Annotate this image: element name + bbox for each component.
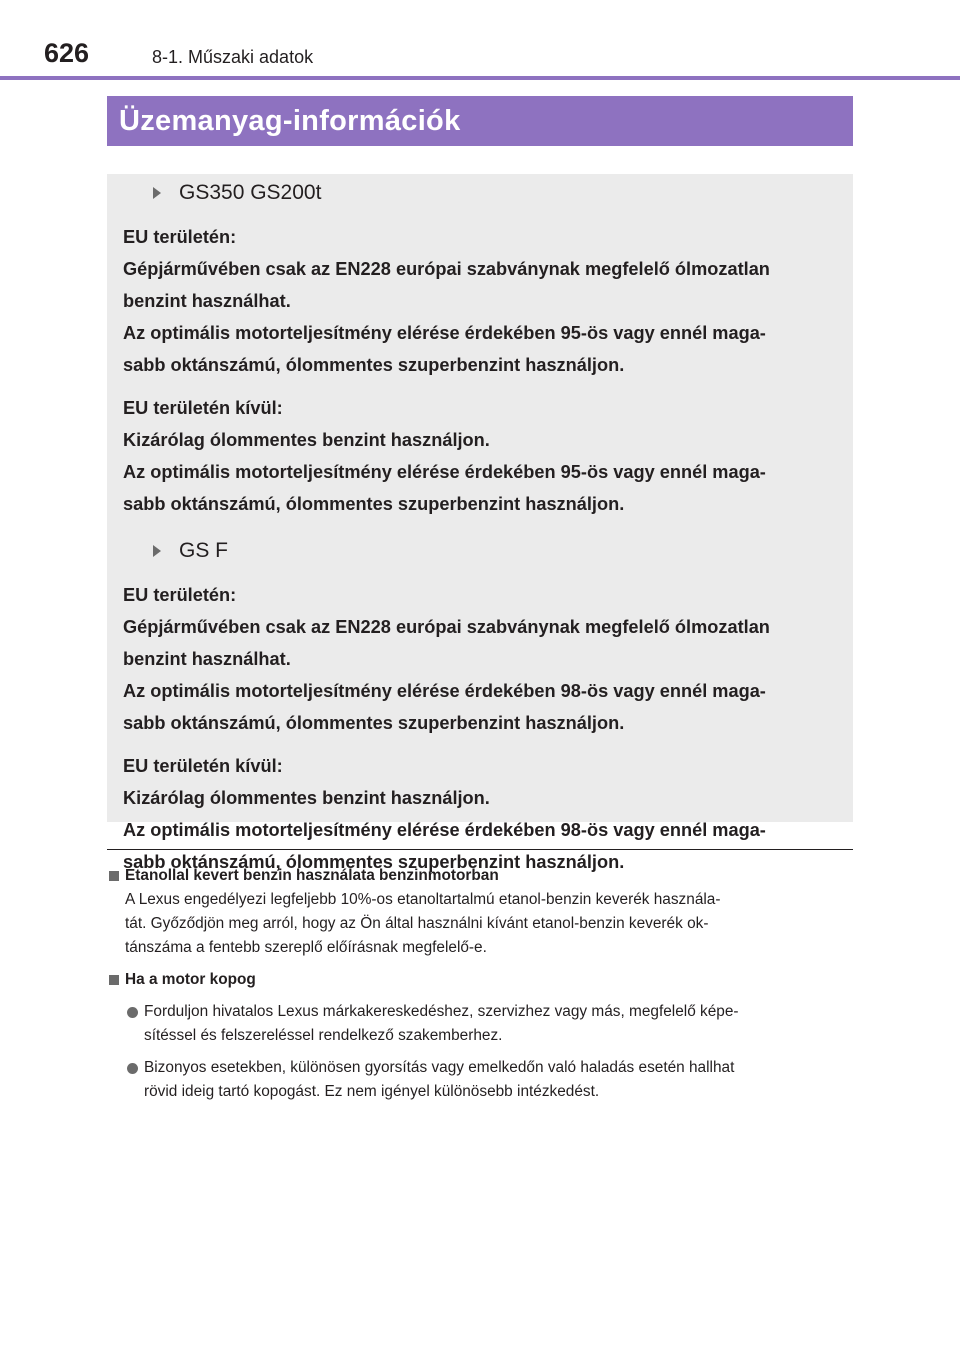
section-title: Üzemanyag-információk xyxy=(107,96,853,146)
block-line: Az optimális motorteljesítmény elérése érdekében 95-ös vagy ennél maga- xyxy=(123,462,766,482)
model-label: GS350 GS200t xyxy=(179,181,322,204)
block-line: benzint használhat. xyxy=(123,649,291,669)
model-heading xyxy=(123,176,837,210)
eu-outside-block xyxy=(123,750,837,878)
bullet-line: Bizonyos esetekben, különösen gyorsítás vagy emelkedőn való haladás esetén hallhat xyxy=(144,1059,735,1076)
block-heading: EU területén kívül: xyxy=(123,756,283,776)
block-line: Az optimális motorteljesítmény elérése érdekében 98-ös vagy ennél maga- xyxy=(123,681,766,701)
section-divider xyxy=(107,849,853,850)
model-heading xyxy=(123,534,837,568)
block-line: Az optimális motorteljesítmény elérése érdekében 98-ös vagy ennél maga- xyxy=(123,820,766,840)
page-header xyxy=(0,0,960,80)
block-line: Gépjárművében csak az EN228 európai szabványnak megfelelő ólmozatlan xyxy=(123,259,770,279)
block-line: sabb oktánszámú, ólommentes szuperbenzint használjon. xyxy=(123,355,625,375)
block-line: Gépjárművében csak az EN228 európai szabványnak megfelelő ólmozatlan xyxy=(123,617,770,637)
block-line: Kizárólag ólommentes benzint használjon. xyxy=(123,788,490,808)
bullet-line: sítéssel és felszereléssel rendelkező szakemberhez. xyxy=(144,1027,503,1044)
eu-outside-block xyxy=(123,392,837,520)
chapter-title: 8-1. Műszaki adatok xyxy=(152,47,314,67)
note-body-ethanol xyxy=(107,888,853,960)
block-line: benzint használhat. xyxy=(123,291,291,311)
note-line: tát. Győződjön meg arról, hogy az Ön által használni kívánt etanol-benzin keverék ok- xyxy=(125,915,709,932)
circle-bullet-icon xyxy=(127,1063,138,1074)
note-heading-text: Etanollal kevert benzin használata benzinmotorban xyxy=(125,867,499,884)
fuel-info-box xyxy=(107,174,853,872)
bullet-line: rövid ideig tartó kopogást. Ez nem igényel különösebb intézkedést. xyxy=(144,1083,600,1100)
list-item xyxy=(107,1056,853,1104)
list-item xyxy=(107,1000,853,1048)
block-heading: EU területén: xyxy=(123,227,237,247)
note-line: tánszáma a fentebb szereplő előírásnak megfelelő-e. xyxy=(125,939,487,956)
note-line: A Lexus engedélyezi legfeljebb 10%-os etanoltartalmú etanol-benzin keverék használa- xyxy=(125,891,721,908)
page-number: 626 xyxy=(44,38,90,68)
circle-bullet-icon xyxy=(127,1007,138,1018)
note-heading-knock xyxy=(107,968,853,992)
block-line: sabb oktánszámú, ólommentes szuperbenzint használjon. xyxy=(123,852,625,872)
note-heading-ethanol xyxy=(107,864,853,888)
header-rule xyxy=(0,76,960,80)
note-heading-text: Ha a motor kopog xyxy=(125,971,256,988)
square-bullet-icon xyxy=(109,871,119,881)
block-heading: EU területén: xyxy=(123,585,237,605)
notes-section xyxy=(107,864,853,1104)
block-line: Kizárólag ólommentes benzint használjon. xyxy=(123,430,490,450)
block-line: sabb oktánszámú, ólommentes szuperbenzint használjon. xyxy=(123,713,625,733)
triangle-bullet-icon xyxy=(153,545,161,557)
square-bullet-icon xyxy=(109,975,119,985)
model-label: GS F xyxy=(179,539,229,562)
block-heading: EU területén kívül: xyxy=(123,398,283,418)
bullet-line: Forduljon hivatalos Lexus márkakereskedéshez, szervizhez vagy más, megfelelő képe- xyxy=(144,1003,739,1020)
eu-inside-block xyxy=(123,221,837,381)
triangle-bullet-icon xyxy=(153,187,161,199)
block-line: Az optimális motorteljesítmény elérése érdekében 95-ös vagy ennél maga- xyxy=(123,323,766,343)
block-line: sabb oktánszámú, ólommentes szuperbenzint használjon. xyxy=(123,494,625,514)
eu-inside-block xyxy=(123,579,837,739)
